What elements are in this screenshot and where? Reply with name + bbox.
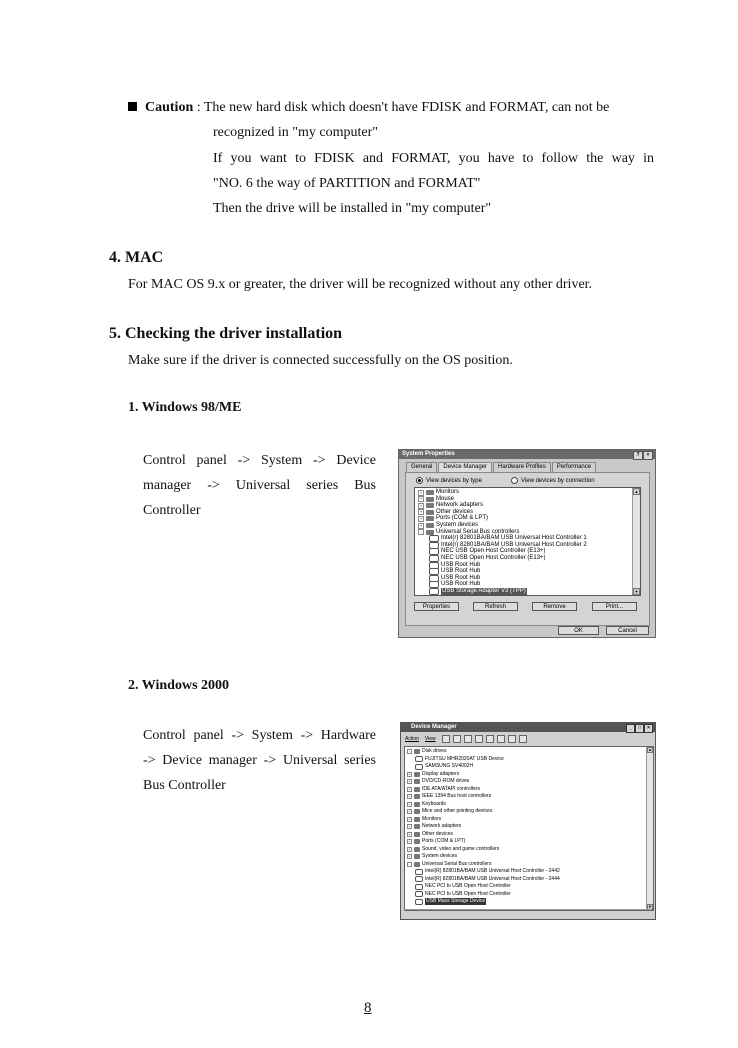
win98-desc-line-3: Controller [143,503,201,518]
expand-icon[interactable]: + [408,839,411,843]
tree-row-label: System devices [422,853,458,859]
expand-icon[interactable]: + [408,816,411,821]
tree-row-label: Mice and other pointing devices [422,808,493,814]
tree-row-label: Network adapters [436,502,484,509]
collapse-icon[interactable]: - [409,861,410,866]
win98-heading: 1. Windows 98/ME [128,400,242,415]
expand-icon[interactable]: + [408,786,411,791]
tree-row-label: USB Root Hub [441,574,481,581]
checking-heading: 5. Checking the driver installation [109,325,343,342]
win98-device-tree[interactable] [414,487,641,596]
caution-line-1 [128,96,609,120]
device-icon [415,891,423,897]
tree-row-label: FUJITSU MHR2020AT USB Device [425,755,504,762]
collapse-icon[interactable]: - [418,529,424,535]
tree-row[interactable] [407,846,499,853]
device-icon [414,779,420,784]
properties-button[interactable]: Properties [414,602,459,611]
tree-row-label: Ports (COM & LPT) [422,838,466,844]
tree-row[interactable] [407,823,461,830]
device-icon [415,756,423,762]
expand-icon[interactable]: + [408,831,411,836]
win2000-description [143,723,376,798]
mac-heading: 4. MAC [109,249,164,266]
expand-icon[interactable]: + [419,509,423,515]
caution-text-3: If you want to FDISK and FORMAT, you have to follow the way in [213,151,654,166]
scan-hardware-icon[interactable] [497,735,505,743]
radio-view-by-connection-label: View devices by connection [521,477,595,484]
tree-row[interactable] [407,786,480,793]
win98-titlebar [399,450,655,459]
caution-text-4: "NO. 6 the way of PARTITION and FORMAT" [213,176,481,191]
device-icon [414,847,420,852]
tree-row-label: Display adapters [422,770,460,777]
tree-row-label: IDE ATA/ATAPI controllers [422,785,480,792]
device-icon [429,588,439,595]
tree-row[interactable] [407,816,441,823]
device-icon [414,832,420,837]
device-icon [414,817,420,822]
tab-device-manager[interactable]: Device Manager [438,462,492,472]
device-icon [426,516,434,521]
radio-view-by-type-label: View devices by type [426,477,482,484]
expand-icon[interactable]: + [408,824,411,828]
tree-row-label: Universal Serial Bus controllers [422,860,492,867]
device-icon [414,772,420,777]
mac-text: For MAC OS 9.x or greater, the driver will be recognized without any other driver. [128,277,593,292]
computer-icon[interactable] [519,735,527,743]
page-number: 8 [364,1000,372,1016]
device-icon [415,884,423,890]
device-icon [414,787,420,792]
caution-text-2: recognized in "my computer" [213,125,378,140]
tree-row[interactable] [415,763,473,770]
device-icon [414,824,420,829]
tab-general[interactable]: General [406,462,437,472]
device-icon [414,839,420,844]
help-button[interactable]: ? [633,451,643,460]
device-icon [415,876,423,882]
expand-icon[interactable]: + [408,779,411,783]
tree-row[interactable] [415,898,486,905]
tree-row-label: USB Root Hub [441,581,481,588]
tree-row-label: Ports (COM & LPT) [436,515,489,522]
tree-row-label: USB Storage Adapter V3 (TPP) [442,588,526,594]
forward-icon[interactable] [453,735,461,743]
radio-unselected-icon [511,477,518,484]
expand-icon[interactable]: + [419,522,423,528]
tree-row[interactable] [407,838,465,845]
tree-row-label: Intel(R) 82801BA/BAM USB Universal Host Controller - 2442 [425,868,560,874]
win2000-heading: 2. Windows 2000 [128,678,230,693]
expand-icon[interactable]: + [419,515,423,521]
device-icon [426,530,434,535]
win2000-desc-line-1: Control panel -> System -> Hardware [143,728,376,743]
expand-icon[interactable]: + [408,794,411,798]
device-icon [414,854,420,859]
ok-button[interactable]: OK [558,626,599,635]
expand-icon[interactable]: + [408,846,411,851]
tree-row[interactable] [415,876,560,883]
device-icon [415,764,423,770]
tree-row[interactable] [415,868,560,875]
expand-icon[interactable]: + [408,854,411,858]
maximize-button[interactable]: □ [635,724,644,733]
radio-view-by-type[interactable] [416,477,482,484]
device-icon [414,794,420,799]
caution-separator: : [196,100,201,115]
win2000-desc-line-2: -> Device manager -> Universal series [143,753,376,768]
tree-row-label: Intel(r) 82801BA/BAM USB Universal Host Controller 2 [441,541,587,548]
print-icon[interactable] [508,735,516,743]
tree-row[interactable] [407,861,491,868]
scroll-down-arrow-icon[interactable]: ▼ [634,589,639,594]
collapse-icon[interactable]: - [409,749,410,753]
win98-system-properties-window [398,449,656,638]
expand-icon[interactable]: + [419,496,423,502]
device-icon [426,490,434,495]
tree-row-label: DVD/CD-ROM drives [422,778,470,784]
win2000-device-tree[interactable] [404,746,654,911]
back-icon[interactable] [442,735,450,743]
device-icon [415,899,423,905]
tree-row-label: USB Mass Storage Device [426,898,486,904]
tree-row-label: NEC PCI to USB Open Host Controller [425,883,511,889]
tree-row-label: System devices [436,522,479,528]
checking-text: Make sure if the driver is connected successfully on the OS position. [128,353,513,368]
win2000-window-title: Device Manager [411,724,457,730]
properties-icon[interactable] [475,735,483,743]
view-icon[interactable] [464,735,472,743]
refresh-button[interactable]: Refresh [473,602,518,611]
tree-row-label: USB Root Hub [441,568,481,575]
caution-text-5: Then the drive will be installed in "my computer" [213,201,492,216]
tree-row[interactable] [407,808,492,815]
remove-button[interactable]: Remove [532,602,577,611]
tree-row-label: Other devices [422,830,453,837]
tree-row[interactable] [407,771,459,778]
expand-icon[interactable]: + [408,771,411,776]
scroll-up-arrow-icon[interactable]: ▲ [648,747,652,752]
tab-performance[interactable]: Performance [552,462,596,472]
tree-row-label: NEC USB Open Host Controller (E13+) [441,555,546,561]
tree-row-label: Monitors [422,815,442,822]
tree-row[interactable] [415,891,511,898]
win98-desc-line-2: manager -> Universal series Bus [143,478,376,493]
win2000-titlebar [401,723,655,732]
print-button[interactable]: Print... [592,602,637,611]
tree-row-label: Network adapters [422,823,462,829]
win98-window-title: System Properties [402,451,455,457]
device-icon [414,809,420,814]
device-icon [426,503,434,508]
menu-view[interactable]: View [424,736,436,742]
caution-text-1: The new hard disk which doesn't have FDISK and FORMAT, can not be [203,100,610,115]
radio-view-by-connection[interactable] [511,477,595,484]
tree-row-label: Keyboards [422,800,446,807]
tree-row-label: Intel(R) 82801BA/BAM USB Universal Host Controller - 2444 [425,875,560,882]
tree-row[interactable] [415,756,504,763]
menu-action[interactable]: Action [405,736,419,742]
win2000-menubar [405,734,530,744]
caution-label: Caution [145,100,194,115]
scroll-up-arrow-icon[interactable]: ▲ [634,489,639,494]
tree-row-label: Intel(r) 82801BA/BAM USB Universal Host Controller 1 [441,535,587,542]
win98-device-manager-panel [405,472,650,626]
device-icon [426,510,434,515]
tree-row[interactable] [407,801,446,808]
win98-vertical-scrollbar[interactable] [632,488,640,595]
device-icon [415,869,423,875]
tree-row-label: Monitors [436,489,460,495]
device-icon [426,523,434,528]
tree-row-label: Other devices [436,508,474,515]
tree-row-label: USB Root Hub [441,561,481,568]
tree-row[interactable] [407,853,457,860]
tab-hardware-profiles[interactable]: Hardware Profiles [493,462,551,472]
win2000-desc-line-3: Bus Controller [143,778,226,793]
tree-row[interactable] [415,883,511,890]
close-button[interactable]: × [644,724,653,733]
expand-icon[interactable]: + [408,801,411,806]
help-icon[interactable] [486,735,494,743]
win2000-device-manager-window [400,722,656,920]
tree-row-label: Mouse [436,495,455,502]
tree-row[interactable] [407,831,453,838]
device-icon [414,862,420,867]
bullet-square-icon [128,102,137,111]
win2000-vertical-scrollbar[interactable] [646,747,653,910]
tree-row-label: NEC PCI to USB Open Host Controller [425,890,511,897]
win98-tabs [406,462,597,472]
close-button[interactable]: × [643,451,653,460]
tree-row-label: Universal Serial Bus controllers [436,528,520,535]
tree-row[interactable] [407,793,491,800]
tree-row-label: Disk drives [422,748,447,754]
expand-icon[interactable]: + [419,489,423,495]
tree-row-label: SAMSUNG SV4002H [425,763,474,769]
tree-row[interactable] [407,748,446,755]
tree-row-label: NEC USB Open Host Controller (E13+) [441,548,546,555]
device-icon [414,802,420,807]
minimize-button[interactable]: _ [626,724,635,733]
expand-icon[interactable]: + [408,809,411,813]
tree-row[interactable] [407,778,469,785]
expand-icon[interactable]: + [419,502,423,508]
win98-description [143,448,376,523]
cancel-button[interactable]: Cancel [606,626,649,635]
tree-row-label: IEEE 1394 Bus host controllers [422,793,492,799]
win2000-status-bar [404,909,652,917]
radio-selected-icon [416,477,423,484]
device-icon [414,749,420,754]
tree-row-label: Sound, video and game controllers [422,845,500,852]
win98-desc-line-1: Control panel -> System -> Device [143,453,376,468]
device-icon [426,497,434,502]
tree-row[interactable] [429,588,527,595]
scroll-down-arrow-icon[interactable]: ▼ [648,904,652,909]
